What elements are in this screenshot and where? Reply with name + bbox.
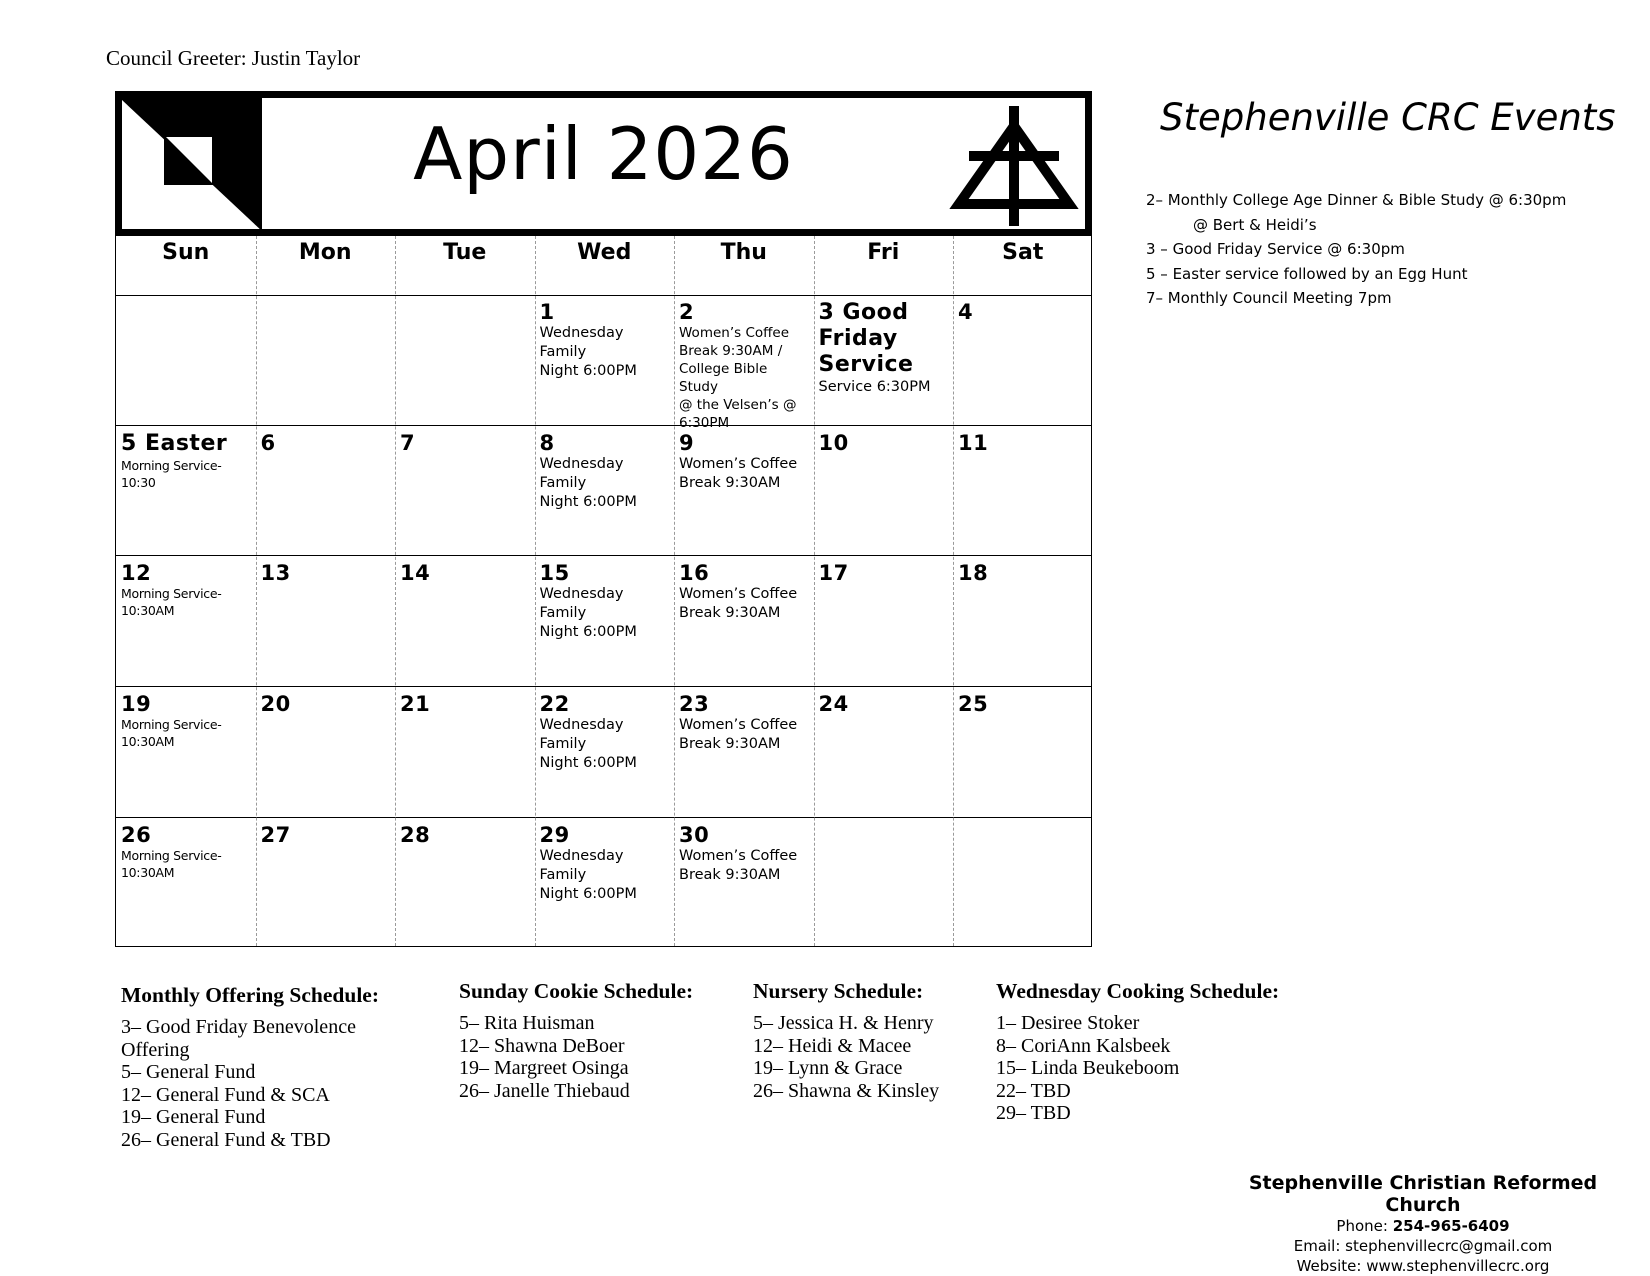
day-of-week-header: Tue <box>443 240 487 265</box>
calendar-event-text: Morning Service- <box>121 848 222 863</box>
day-of-week-header: Mon <box>298 240 352 265</box>
schedule-item: 19– General Fund <box>121 1106 266 1128</box>
calendar-day-cell <box>116 556 256 686</box>
calendar-event-text: Wednesday Family <box>539 586 624 621</box>
calendar-day-cell <box>814 426 954 555</box>
church-email: Email: stephenvillecrc@gmail.com <box>1293 1237 1553 1255</box>
calendar-day-cell <box>674 426 814 555</box>
calendar-day-cell <box>116 426 256 555</box>
calendar-event-text: Break 9:30AM <box>679 867 781 883</box>
day-number: 6 <box>260 431 276 455</box>
schedule-title: Nursery Schedule: <box>753 979 924 1003</box>
day-number: 25 <box>958 692 989 716</box>
calendar-event-text: Night 6:00PM <box>539 886 637 902</box>
calendar-day-cell <box>814 556 954 686</box>
calendar-event-text: 10:30AM <box>121 865 175 880</box>
calendar-event-text: Wednesday Family <box>539 717 624 752</box>
schedule-item: 3– Good Friday Benevolence <box>121 1016 356 1038</box>
day-number: 22 <box>539 692 570 716</box>
schedule-item: 8– CoriAnn Kalsbeek <box>996 1034 1171 1057</box>
calendar-day-cell <box>535 426 675 555</box>
day-number: 18 <box>958 561 989 585</box>
calendar-week-row <box>116 295 1091 431</box>
event-list-item: 7– Monthly Council Meeting 7pm <box>1146 289 1392 307</box>
day-number: 12 <box>121 561 152 585</box>
calendar-day-cell <box>395 687 535 817</box>
schedule-title: Monthly Offering Schedule: <box>121 983 379 1007</box>
schedule-item: 12– Heidi & Macee <box>753 1034 912 1057</box>
day-number: 29 <box>539 823 570 847</box>
calendar-event-text: Wednesday Family <box>539 848 624 883</box>
calendar-day-cell <box>953 426 1093 555</box>
schedule-item: 1– Desiree Stoker <box>996 1012 1140 1034</box>
church-phone <box>1213 1216 1633 1236</box>
day-number: 2 <box>679 300 695 324</box>
calendar-event-text: Wednesday Family <box>539 325 624 360</box>
calendar-event-text: Women’s Coffee <box>679 717 798 733</box>
calendar-day-cell <box>535 818 675 946</box>
calendar-day-cell <box>535 295 675 425</box>
schedule-item: 15– Linda Beukeboom <box>996 1057 1180 1079</box>
day-of-week-header: Fri <box>867 240 900 265</box>
day-number: 16 <box>679 561 710 585</box>
calendar-day-cell <box>674 295 814 431</box>
schedule-item: 5– Rita Huisman <box>459 1012 595 1034</box>
calendar-week-row <box>116 556 1091 687</box>
calendar-day-cell <box>256 426 396 555</box>
calendar-header <box>115 91 1092 236</box>
event-list-item: 3 – Good Friday Service @ 6:30pm <box>1146 240 1405 258</box>
day-number: 13 <box>260 561 291 585</box>
cooking-schedule <box>996 979 1279 1125</box>
calendar-event-text: Night 6:00PM <box>539 755 637 771</box>
calendar-day-cell <box>116 295 256 425</box>
column-divider <box>674 236 675 946</box>
day-of-week-header: Wed <box>577 240 632 265</box>
church-footer <box>1213 1172 1633 1276</box>
schedule-item: 29– TBD <box>996 1102 1071 1124</box>
calendar-week-row <box>116 687 1091 818</box>
schedule-item: 26– General Fund & TBD <box>121 1128 331 1151</box>
schedule-item: 5– Jessica H. & Henry <box>753 1012 934 1034</box>
calendar-day-cell <box>814 818 954 946</box>
calendar-event-text: Morning Service- <box>121 586 222 601</box>
calendar-day-cell <box>256 556 396 686</box>
phone-number: 254-965-6409 <box>1392 1217 1510 1235</box>
day-number: 5 Easter <box>121 431 228 456</box>
calendar-day-cell <box>256 687 396 817</box>
calendar-day-cell <box>814 687 954 817</box>
calendar-event-text: 10:30AM <box>121 734 175 749</box>
calendar-event-text: Break 9:30AM <box>679 605 781 621</box>
calendar-event-text: Women’s Coffee <box>679 325 790 341</box>
schedule-item: 19– Lynn & Grace <box>753 1057 903 1079</box>
offering-schedule <box>121 983 379 1151</box>
calendar-day-cell <box>256 818 396 946</box>
calendar-day-cell <box>953 295 1093 425</box>
day-of-week-header: Sat <box>1002 240 1044 265</box>
day-number: 19 <box>121 692 152 716</box>
calendar-grid <box>115 236 1092 947</box>
day-number: 9 <box>679 431 695 455</box>
day-number: 21 <box>400 692 431 716</box>
day-of-week-header: Thu <box>720 240 767 265</box>
day-number: 4 <box>958 300 974 324</box>
calendar-day-cell <box>395 426 535 555</box>
schedule-item: Offering <box>121 1038 190 1061</box>
event-list-item: 2– Monthly College Age Dinner & Bible Study @ 6:30pm <box>1146 191 1567 209</box>
events-title: Stephenville CRC Events <box>1160 96 1616 139</box>
schedule-item: 12– Shawna DeBoer <box>459 1034 625 1057</box>
council-greeter: Council Greeter: Justin Taylor <box>106 46 361 70</box>
schedule-item: 5– General Fund <box>121 1061 256 1083</box>
calendar-event-text: Morning Service- <box>121 458 222 473</box>
day-number: 26 <box>121 823 152 847</box>
day-number: 14 <box>400 561 431 585</box>
nursery-schedule <box>753 979 939 1102</box>
calendar-event-text: Wednesday Family <box>539 456 624 491</box>
calendar-event-text: Morning Service- <box>121 717 222 732</box>
day-number: 15 <box>539 561 570 585</box>
column-divider <box>395 236 396 946</box>
day-number: 11 <box>958 431 989 455</box>
day-number: 20 <box>260 692 291 716</box>
calendar-day-cell <box>395 295 535 425</box>
calendar-day-cell <box>116 818 256 946</box>
calendar-event-text: Night 6:00PM <box>539 624 637 640</box>
calendar-day-cell <box>535 687 675 817</box>
schedule-title: Wednesday Cooking Schedule: <box>996 979 1280 1003</box>
calendar-event-text: Break 9:30AM / <box>679 343 783 359</box>
column-divider <box>535 236 536 946</box>
church-website: Website: www.stephenvillecrc.org <box>1296 1257 1550 1275</box>
calendar-day-cell <box>674 818 814 946</box>
day-of-week-header: Sun <box>162 240 210 265</box>
calendar-day-cell <box>674 687 814 817</box>
day-number: 17 <box>818 561 849 585</box>
calendar-event-text: 6:30PM <box>679 415 730 431</box>
day-number: 10 <box>818 431 849 455</box>
day-number: 1 <box>539 300 555 324</box>
calendar-week-row <box>116 818 1091 947</box>
day-number: 23 <box>679 692 710 716</box>
calendar-day-cell <box>395 818 535 946</box>
calendar-day-cell <box>256 295 396 425</box>
calendar-event-text: Women’s Coffee <box>679 848 798 864</box>
crc-cross-logo-icon <box>949 102 1079 230</box>
day-number: 28 <box>400 823 431 847</box>
phone-label: Phone: <box>1336 1217 1388 1235</box>
month-title: April 2026 <box>413 112 794 196</box>
schedule-title: Sunday Cookie Schedule: <box>459 979 694 1003</box>
calendar-day-cell <box>116 687 256 817</box>
calendar-event-text: Service 6:30PM <box>818 379 931 395</box>
calendar-event-text: Break 9:30AM <box>679 736 781 752</box>
column-divider <box>814 236 815 946</box>
day-number: 24 <box>818 692 849 716</box>
schedule-item: 22– TBD <box>996 1079 1071 1102</box>
schedule-item: 26– Janelle Thiebaud <box>459 1079 630 1102</box>
column-divider <box>953 236 954 946</box>
day-number: 27 <box>260 823 291 847</box>
calendar-day-cell <box>674 556 814 686</box>
calendar-day-cell <box>953 818 1093 946</box>
calendar-event-text: Night 6:00PM <box>539 494 637 510</box>
schedule-item: 12– General Fund & SCA <box>121 1083 330 1106</box>
day-of-week-row <box>116 236 1091 296</box>
calendar-day-cell <box>953 556 1093 686</box>
day-number: 30 <box>679 823 710 847</box>
event-list-item: @ Bert & Heidi’s <box>1193 215 1317 234</box>
church-name: Stephenville Christian Reformed Church <box>1248 1172 1598 1216</box>
calendar-day-cell <box>395 556 535 686</box>
calendar-event-text: 10:30AM <box>121 603 175 618</box>
calendar-event-text: Women’s Coffee <box>679 586 798 602</box>
events-list <box>1146 188 1566 311</box>
calendar-event-text: 10:30 <box>121 475 156 490</box>
cookie-schedule <box>459 979 693 1102</box>
day-number: 8 <box>539 431 555 455</box>
calendar-day-cell <box>535 556 675 686</box>
schedule-item: 26– Shawna & Kinsley <box>753 1079 940 1102</box>
calendar-event-text: Women’s Coffee <box>679 456 798 472</box>
calendar-day-cell <box>953 687 1093 817</box>
calendar-day-cell <box>814 295 954 425</box>
calendar-event-text: Break 9:30AM <box>679 475 781 491</box>
day-number: 3 Good Friday Service <box>818 300 914 377</box>
event-list-item: 5 – Easter service followed by an Egg Hunt <box>1146 264 1468 283</box>
day-number: 7 <box>400 431 416 455</box>
calendar-event-text: College Bible Study <box>679 361 768 395</box>
calendar-event-text: Night 6:00PM <box>539 363 637 379</box>
schedule-item: 19– Margreet Osinga <box>459 1057 629 1079</box>
calendar-week-row <box>116 426 1091 556</box>
calendar-event-text: @ the Velsen’s @ <box>679 397 797 413</box>
column-divider <box>256 236 257 946</box>
